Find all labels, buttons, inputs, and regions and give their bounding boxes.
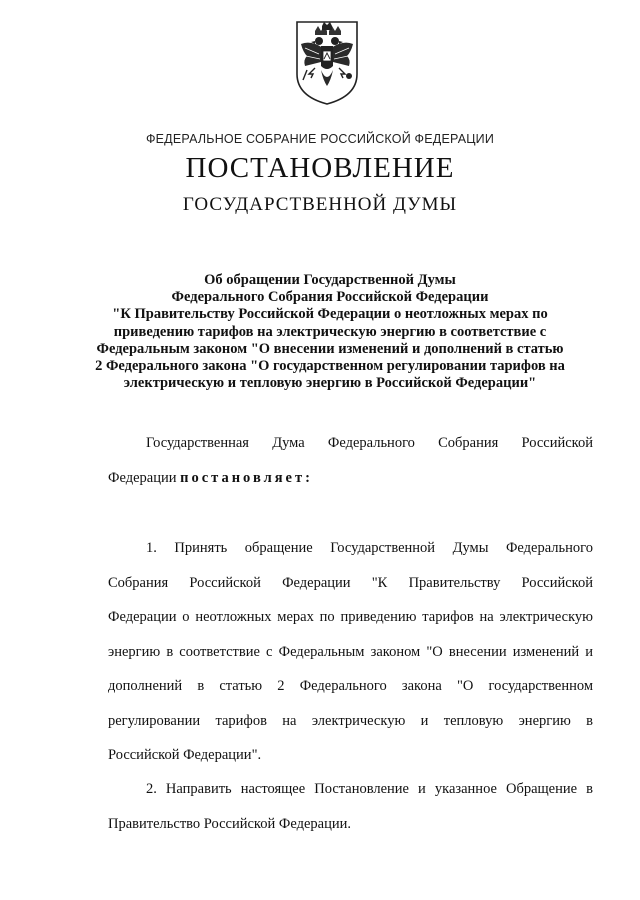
- paragraph-line: Правительство Российской Федерации.: [108, 815, 351, 832]
- preamble-paragraph: [108, 433, 593, 502]
- paragraph-line: энергию в соответствие с Федеральным законом "О внесении изменений и: [108, 643, 593, 660]
- paragraph-line: Собрания Российской Федерации "К Правительству Российской: [108, 574, 593, 591]
- preamble-line: [108, 468, 593, 503]
- paragraph-line: Федерации о неотложных мерах по приведению тарифов на электрическую: [108, 609, 593, 625]
- paragraph-line: Российской Федерации".: [108, 747, 262, 763]
- document-type-title: ПОСТАНОВЛЕНИЕ: [185, 152, 455, 184]
- organization-title: ФЕДЕРАЛЬНОЕ СОБРАНИЕ РОССИЙСКОЙ ФЕДЕРАЦИИ: [145, 132, 495, 146]
- decree-keyword: постановляет:: [180, 469, 313, 486]
- issuer-title: ГОСУДАРСТВЕННОЙ ДУМЫ: [182, 194, 458, 215]
- preamble-line-start: Федерации: [108, 469, 181, 486]
- subject-line: приведению тарифов на электрическую энергию в соответствие с: [113, 323, 547, 340]
- subject-line: Федерального Собрания Российской Федерации: [171, 289, 489, 306]
- russian-coat-of-arms-icon: [293, 18, 361, 106]
- item-2-paragraph: [108, 779, 593, 848]
- document-subject: [95, 272, 565, 392]
- subject-line: 2 Федерального закона "О государственном регулировании тарифов на: [95, 358, 565, 375]
- item-1-paragraph: [108, 538, 593, 780]
- preamble-line: Государственная Дума Федерального Собрания Российской: [146, 435, 593, 451]
- paragraph-line: 1. Принять обращение Государственной Думы Федерального: [146, 540, 593, 556]
- subject-line: Федеральным законом "О внесении изменений и дополнений в статью: [96, 340, 564, 357]
- paragraph-line: дополнений в статью 2 Федерального закона "О государственном: [108, 678, 593, 694]
- subject-line: электрическую и тепловую энергию в Российской Федерации": [123, 375, 537, 392]
- subject-line: Об обращении Государственной Думы: [204, 272, 456, 288]
- subject-line: "К Правительству Российской Федерации о неотложных мерах по: [112, 306, 548, 323]
- paragraph-line: регулировании тарифов на электрическую и тепловую энергию в: [108, 712, 593, 729]
- paragraph-line: 2. Направить настоящее Постановление и указанное Обращение в: [146, 781, 593, 797]
